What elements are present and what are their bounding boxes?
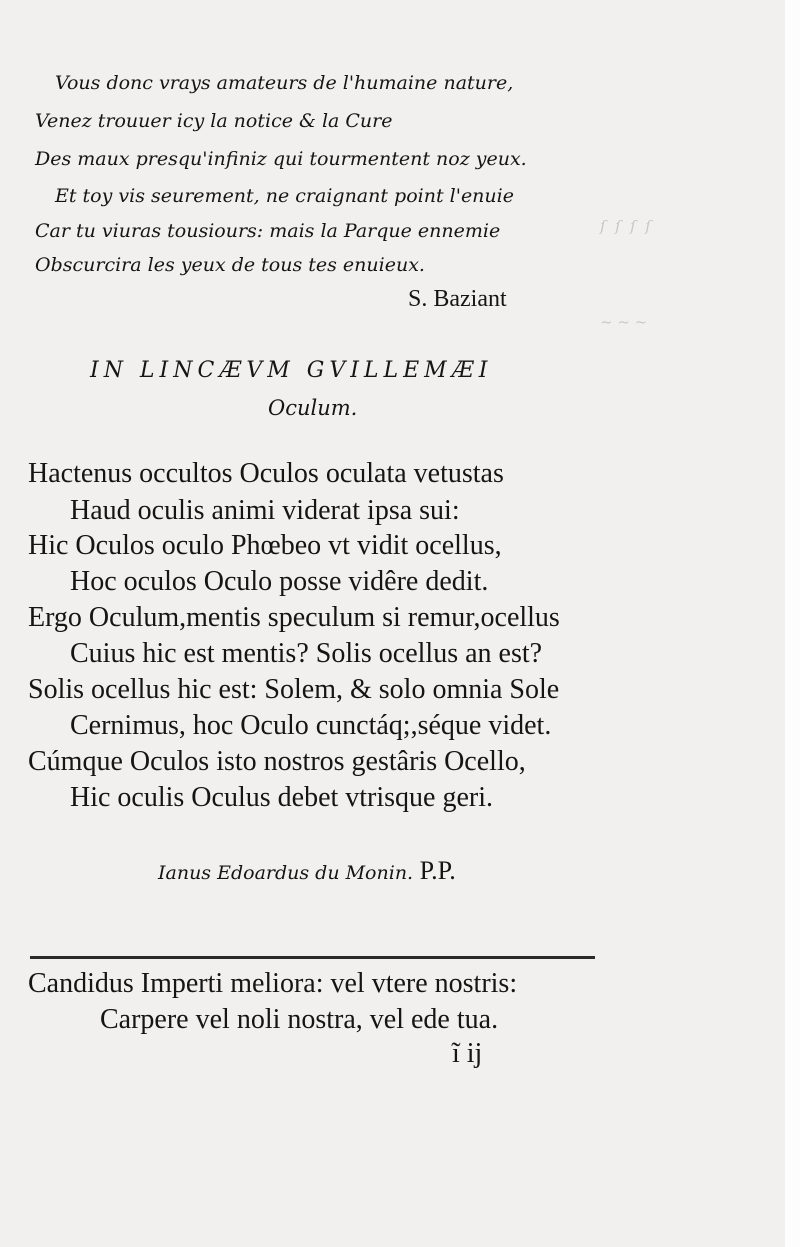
poem-la-line: Solis ocellus hic est: Solem, & solo omnia Sole (28, 674, 560, 705)
poem-la-line: Hactenus occultos Oculos oculata vetustas (28, 458, 504, 489)
poem-fr-line: Venez trouuer icy la notice & la Cure (35, 110, 393, 132)
poem-la-line: Haud oculis animi viderat ipsa sui: (70, 495, 460, 526)
poem-fr-line: Et toy vis seurement, ne craignant point l'enuie (55, 185, 514, 207)
bleed-through-text: ſ ſ ſ ſ ~ ~ ~ (600, 217, 651, 331)
author-suffix: P.P. (419, 856, 456, 885)
poem-fr-line: Des maux presqu'infiniz qui tourmentent noz yeux. (35, 148, 527, 170)
poem-la-line: Cernimus, hoc Oculo cunctáq;,séque videt. (70, 710, 552, 741)
poem-la-line: Ergo Oculum,mentis speculum si remur,ocellus (28, 602, 560, 633)
poem-la-line: Cuius hic est mentis? Solis ocellus an est? (70, 638, 543, 669)
author-name: Ianus Edoardus du Monin. (158, 862, 414, 884)
poem-la-line: Hic Oculos oculo Phœbeo vt vidit ocellus, (28, 530, 502, 561)
motto-line: Candidus Imperti meliora: vel vtere nostris: (28, 968, 518, 999)
motto-line: Carpere vel noli nostra, vel ede tua. (100, 1004, 499, 1035)
page-number: ĩ ij (452, 1038, 483, 1069)
section-subtitle: Oculum. (268, 396, 358, 420)
poem-la-line: Cúmque Oculos isto nostros gestâris Ocello, (28, 746, 526, 777)
section-title: IN LINCÆVM GVILLEMÆI (90, 358, 493, 383)
poem-fr-line: Obscurcira les yeux de tous tes enuieux. (35, 254, 425, 276)
poem-fr-line: Car tu viuras tousiours: mais la Parque ennemie (35, 220, 501, 242)
signature: S. Baziant (408, 286, 507, 312)
poem-fr-line: Vous donc vrays amateurs de l'humaine nature, (55, 72, 514, 94)
poem-la-line: Hic oculis Oculus debet vtrisque geri. (70, 782, 494, 813)
poem-la-line: Hoc oculos Oculo posse vidêre dedit. (70, 566, 489, 597)
horizontal-rule (30, 956, 595, 959)
latin-poem-author (158, 856, 456, 886)
page-edge (785, 0, 800, 1247)
